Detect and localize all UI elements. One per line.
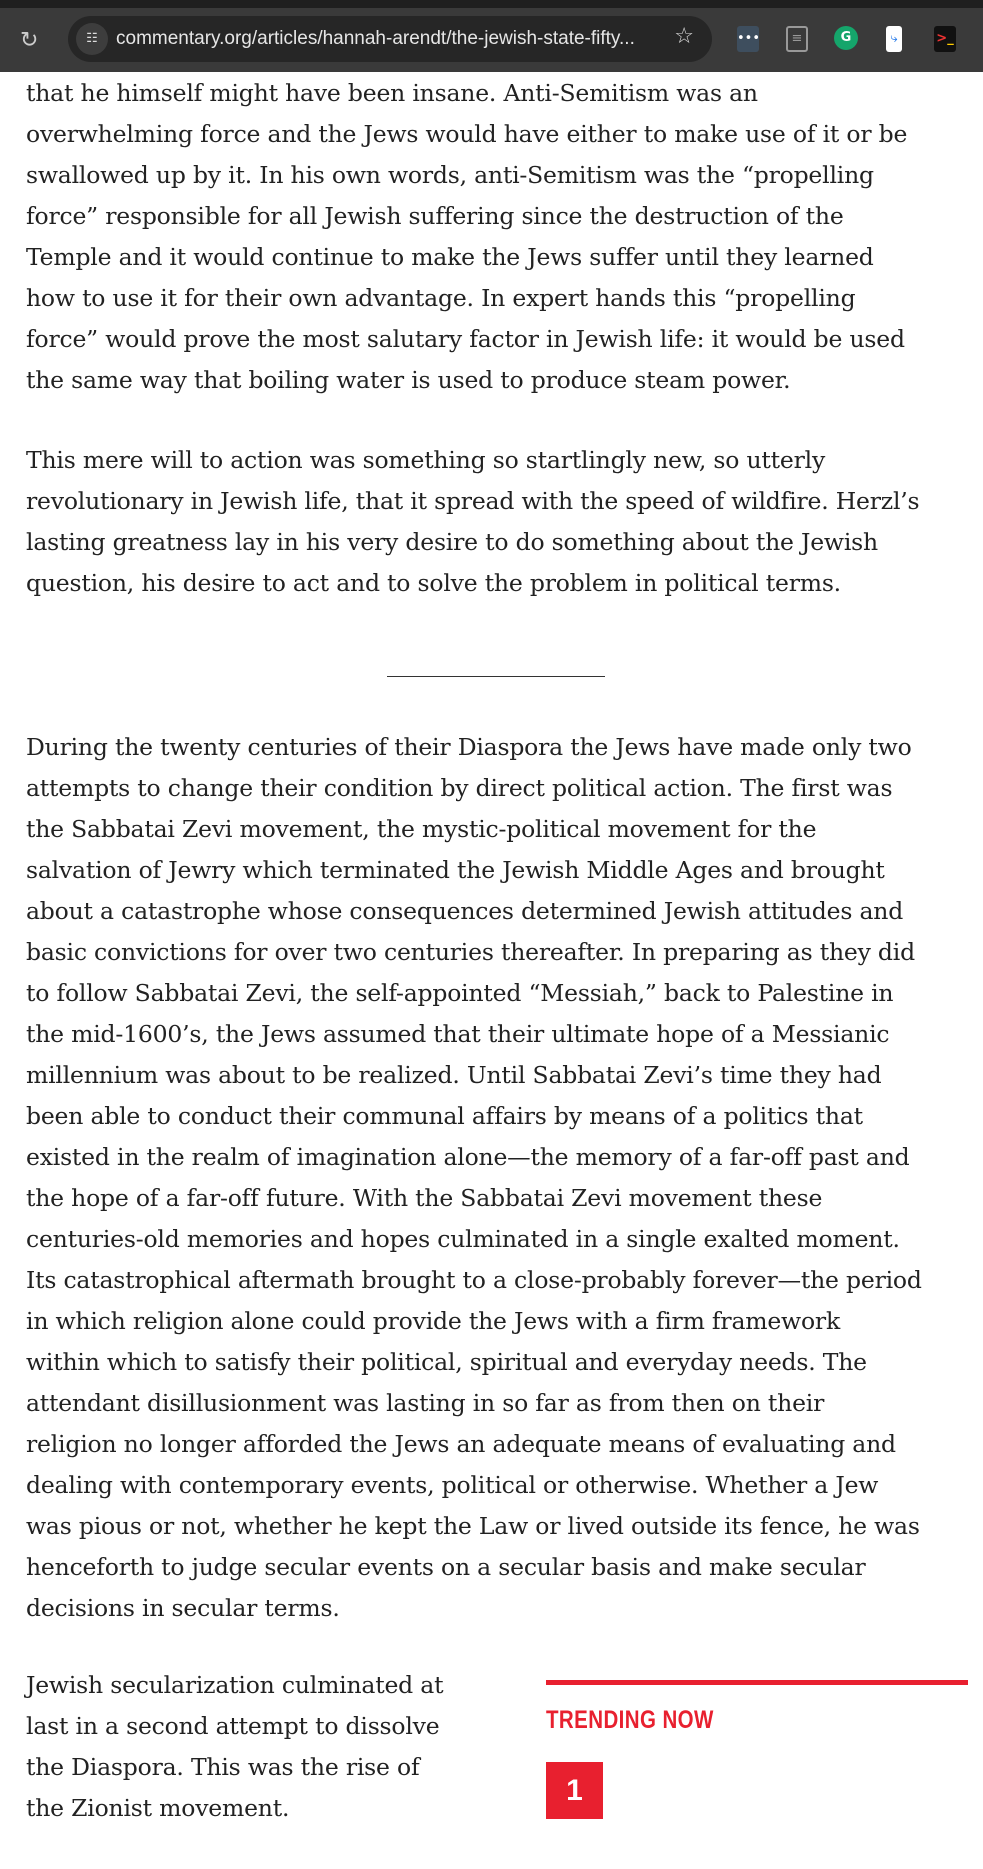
- text-line: the hope of a far-off future. With the Sabbatai Zevi movement these: [26, 1184, 823, 1212]
- text-line: Its catastrophical aftermath brought to a close-probably forever—the period: [26, 1266, 922, 1294]
- text-line: the Diaspora. This was the rise of: [26, 1753, 420, 1781]
- text-line: religion no longer afforded the Jews an adequate means of evaluating and: [26, 1430, 896, 1458]
- text-line: last in a second attempt to dissolve: [26, 1712, 440, 1740]
- text-line: This mere will to action was something so startlingly new, so utterly: [26, 446, 826, 474]
- browser-toolbar: [0, 8, 983, 72]
- text-line: been able to conduct their communal affairs by means of a politics that: [26, 1102, 863, 1130]
- text-line: revolutionary in Jewish life, that it spread with the speed of wildfire. Herzl’s: [26, 487, 920, 515]
- text-line: decisions in secular terms.: [26, 1594, 340, 1622]
- trending-rank-badge[interactable]: 1: [546, 1762, 603, 1819]
- password-manager-icon[interactable]: •••: [737, 26, 759, 52]
- text-line: the mid-1600’s, the Jews assumed that their ultimate hope of a Messianic: [26, 1020, 890, 1048]
- text-line: in which religion alone could provide the Jews with a firm framework: [26, 1307, 840, 1335]
- section-divider: [387, 676, 605, 677]
- site-settings-icon[interactable]: ☷: [76, 23, 108, 55]
- text-line: salvation of Jewry which terminated the Jewish Middle Ages and brought: [26, 856, 885, 884]
- extension-arrow-icon[interactable]: ⤷: [886, 26, 902, 52]
- text-line: existed in the realm of imagination alone—the memory of a far-off past and: [26, 1143, 910, 1171]
- tab-strip: [0, 0, 983, 8]
- text-line: the Sabbatai Zevi movement, the mystic-political movement for the: [26, 815, 817, 843]
- text-line: dealing with contemporary events, political or otherwise. Whether a Jew: [26, 1471, 879, 1499]
- text-line: attendant disillusionment was lasting in so far as from then on their: [26, 1389, 825, 1417]
- text-line: question, his desire to act and to solve the problem in political terms.: [26, 569, 841, 597]
- paragraph: [26, 73, 907, 401]
- text-line: force” responsible for all Jewish suffering since the destruction of the: [26, 202, 844, 230]
- text-line: basic convictions for over two centuries thereafter. In preparing as they did: [26, 938, 915, 966]
- text-line: centuries-old memories and hopes culminated in a single exalted moment.: [26, 1225, 900, 1253]
- text-line: to follow Sabbatai Zevi, the self-appointed “Messiah,” back to Palestine in: [26, 979, 894, 1007]
- text-line: within which to satisfy their political, spiritual and everyday needs. The: [26, 1348, 867, 1376]
- text-line: was pious or not, whether he kept the Law or lived outside its fence, he was: [26, 1512, 920, 1540]
- reload-icon[interactable]: ↻: [20, 28, 39, 53]
- text-line: the same way that boiling water is used to produce steam power.: [26, 366, 791, 394]
- text-line: Temple and it would continue to make the Jews suffer until they learned: [26, 243, 874, 271]
- text-line: how to use it for their own advantage. In expert hands this “propelling: [26, 284, 856, 312]
- text-line: force” would prove the most salutary factor in Jewish life: it would be used: [26, 325, 905, 353]
- text-line: lasting greatness lay in his very desire to do something about the Jewish: [26, 528, 878, 556]
- paragraph: [26, 727, 922, 1629]
- paragraph: [26, 440, 919, 604]
- text-line: swallowed up by it. In his own words, anti-Semitism was the “propelling: [26, 161, 874, 189]
- text-line: Jewish secularization culminated at: [26, 1671, 444, 1699]
- trending-rule: [546, 1680, 968, 1685]
- text-line: attempts to change their condition by direct political action. The first was: [26, 774, 893, 802]
- reader-mode-icon[interactable]: ≡: [786, 26, 808, 52]
- terminal-icon[interactable]: >_: [934, 26, 956, 52]
- text-line: millennium was about to be realized. Until Sabbatai Zevi’s time they had: [26, 1061, 882, 1089]
- paragraph: [26, 1665, 443, 1829]
- trending-title: TRENDING NOW: [546, 1706, 714, 1734]
- url-text[interactable]: commentary.org/articles/hannah-arendt/the-jewish-state-fifty...: [116, 28, 635, 49]
- text-line: about a catastrophe whose consequences determined Jewish attitudes and: [26, 897, 904, 925]
- address-bar[interactable]: [68, 16, 712, 62]
- bookmark-star-icon[interactable]: ☆: [674, 24, 694, 49]
- text-line: overwhelming force and the Jews would have either to make use of it or be: [26, 120, 908, 148]
- text-line: During the twenty centuries of their Diaspora the Jews have made only two: [26, 733, 912, 761]
- text-line: that he himself might have been insane. Anti-Semitism was an: [26, 79, 758, 107]
- text-line: henceforth to judge secular events on a secular basis and make secular: [26, 1553, 866, 1581]
- grammarly-icon[interactable]: G: [834, 26, 858, 50]
- text-line: the Zionist movement.: [26, 1794, 290, 1822]
